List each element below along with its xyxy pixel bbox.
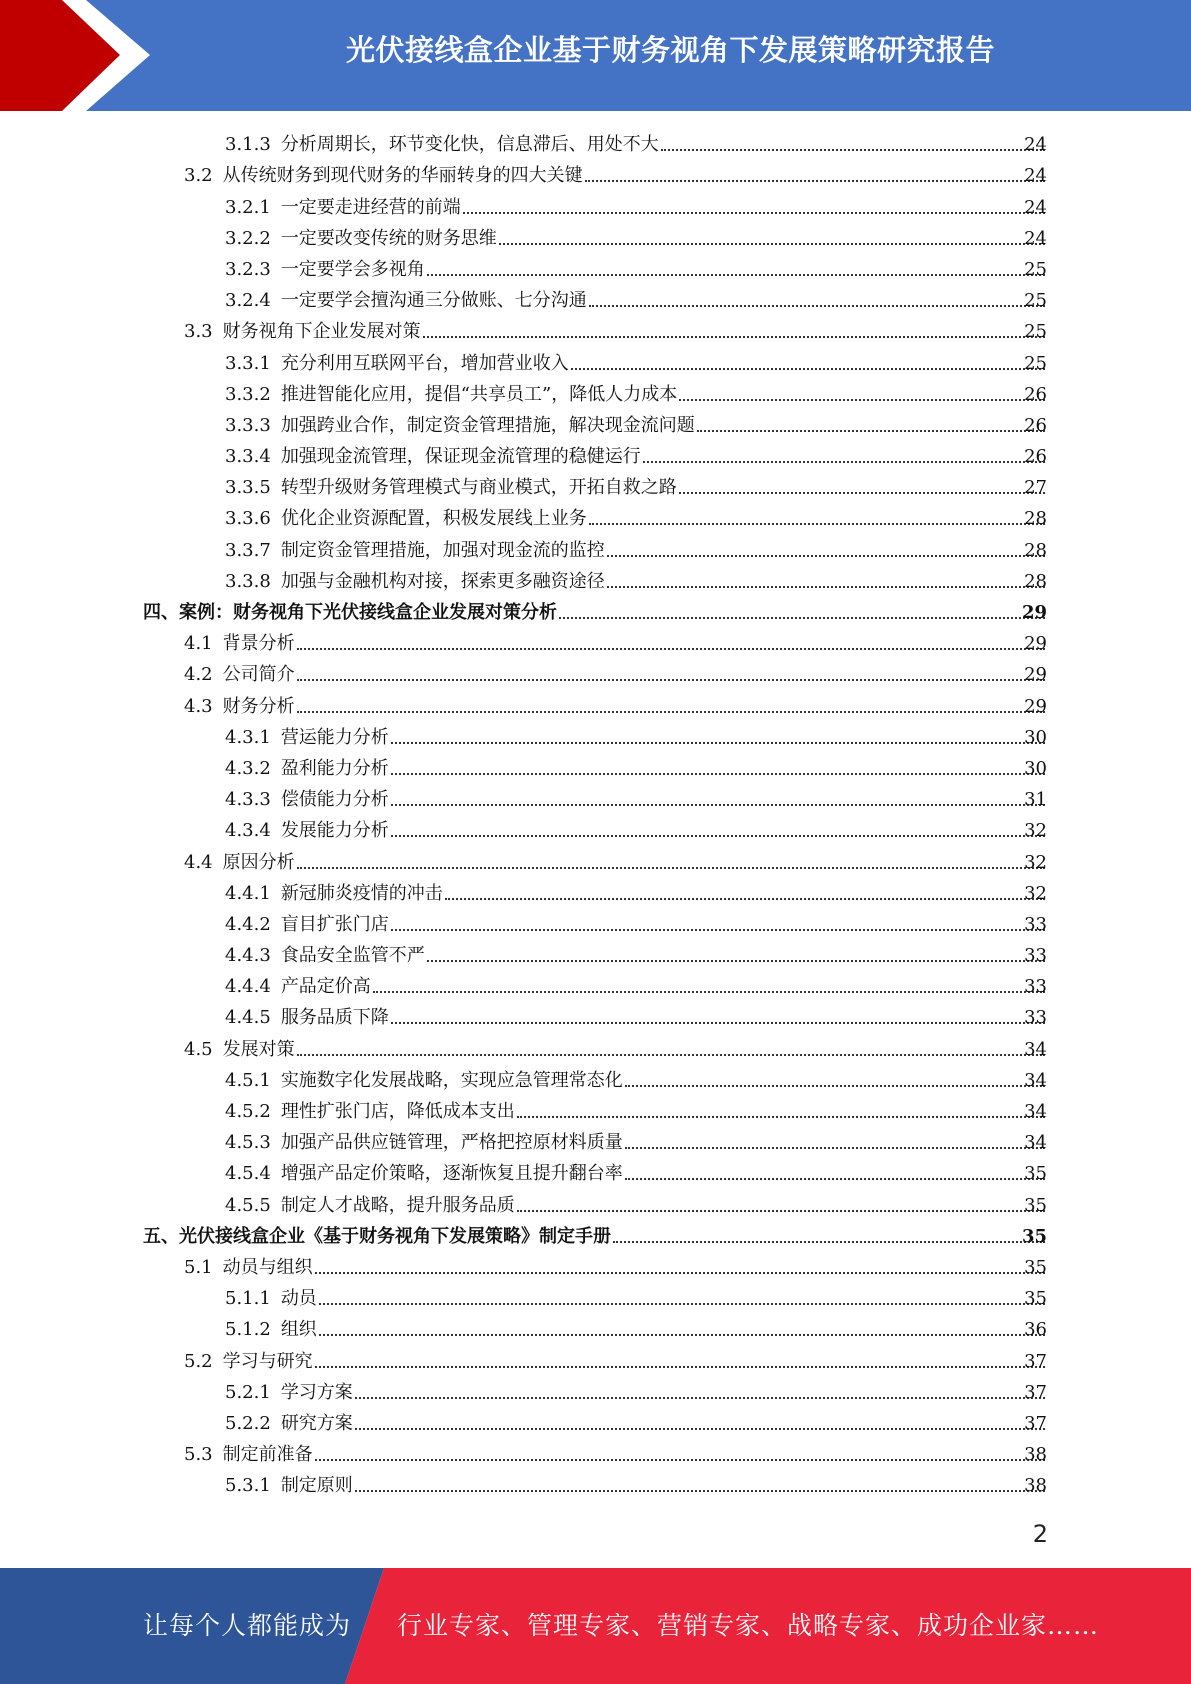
toc-entry-page: 33 <box>1024 913 1047 935</box>
toc-entry-number: 4.3.1 <box>225 726 271 748</box>
toc-entry-title <box>184 320 421 344</box>
toc-entry-page: 35 <box>1024 1163 1047 1185</box>
toc-entry-number: 5.3.1 <box>225 1475 271 1497</box>
toc-entry-page: 33 <box>1024 976 1047 998</box>
toc-entry-page: 37 <box>1024 1381 1047 1403</box>
toc-entry-text: 研究方案 <box>280 1412 353 1434</box>
toc-entry-title <box>225 414 695 438</box>
toc-entry-text: 转型升级财务管理模式与商业模式，开拓自救之路 <box>280 477 677 499</box>
toc-entry-page: 29 <box>1024 664 1047 686</box>
toc-dot-leader <box>625 1178 1045 1180</box>
toc-entry[interactable] <box>0 565 1191 596</box>
toc-entry[interactable] <box>0 877 1191 908</box>
toc-entry[interactable] <box>0 1188 1191 1219</box>
toc-entry-title <box>225 289 587 313</box>
toc-dot-leader <box>391 742 1045 744</box>
toc-entry-text: 盈利能力分析 <box>280 757 389 779</box>
toc-entry-text: 四、案例：财务视角下光伏接线盒企业发展对策分析 <box>143 602 557 623</box>
toc-entry-text: 充分利用互联网平台，增加营业收入 <box>280 352 569 374</box>
toc-entry-number: 5.1.1 <box>225 1288 271 1310</box>
toc-dot-leader <box>373 991 1045 993</box>
toc-entry[interactable] <box>0 1344 1191 1375</box>
toc-entry-number: 4.5.2 <box>225 1101 271 1122</box>
toc-entry-page: 25 <box>1024 321 1047 343</box>
toc-dot-leader <box>589 523 1045 525</box>
toc-entry-title <box>225 476 677 500</box>
toc-dot-leader <box>643 461 1045 463</box>
toc-entry[interactable] <box>0 253 1191 284</box>
toc-entry-text: 实施数字化发展战略，实现应急管理常态化 <box>280 1069 623 1091</box>
toc-dot-leader <box>391 1022 1045 1024</box>
toc-dot-leader <box>559 617 1045 619</box>
toc-entry-number: 3.2.4 <box>225 290 271 312</box>
toc-entry-page: 26 <box>1024 383 1047 405</box>
toc-entry-title <box>184 1256 313 1280</box>
toc-entry-text: 动员与组织 <box>222 1256 313 1278</box>
toc-entry-text: 加强产品供应链管理，严格把控原材料质量 <box>280 1132 623 1154</box>
toc-entry-text: 制定原则 <box>280 1475 353 1497</box>
toc-entry-number: 4.5.1 <box>225 1069 271 1091</box>
toc-entry-page: 35 <box>1021 1225 1047 1247</box>
toc-entry[interactable] <box>0 159 1191 190</box>
toc-entry-text: 一定要走进经营的前端 <box>280 196 461 218</box>
toc-entry[interactable] <box>0 783 1191 814</box>
toc-entry-text: 发展能力分析 <box>280 820 389 842</box>
toc-dot-leader <box>297 867 1045 869</box>
toc-entry-number: 4.4.3 <box>225 945 271 967</box>
toc-dot-leader <box>697 430 1045 432</box>
toc-entry-title <box>225 944 425 968</box>
toc-dot-leader <box>517 1210 1045 1212</box>
toc-entry-number: 3.3.7 <box>225 539 271 561</box>
toc-entry-page: 24 <box>1024 227 1047 249</box>
toc-entry-page: 29 <box>1024 695 1047 717</box>
toc-entry-text: 动员 <box>280 1288 317 1310</box>
toc-entry-page: 32 <box>1024 851 1047 873</box>
toc-entry-page: 35 <box>1024 1288 1047 1310</box>
toc-entry-number: 4.4.1 <box>225 882 271 904</box>
toc-entry-number: 4.3.4 <box>225 820 271 842</box>
toc-entry-text: 产品定价高 <box>280 976 371 998</box>
toc-entry-title <box>225 1381 353 1405</box>
toc-entry-text: 一定要学会擅沟通三分做账、七分沟通 <box>280 290 587 312</box>
toc-entry-text: 组织 <box>280 1319 317 1341</box>
toc-entry-page: 35 <box>1024 1194 1047 1216</box>
toc-entry[interactable] <box>0 627 1191 658</box>
table-of-contents <box>0 128 1191 1500</box>
toc-dot-leader <box>661 149 1045 151</box>
toc-entry-page: 35 <box>1024 1256 1047 1278</box>
toc-entry-number: 4.4.2 <box>225 913 271 935</box>
toc-entry-title <box>225 1287 317 1311</box>
toc-entry-page: 34 <box>1024 1101 1047 1122</box>
toc-entry-text: 财务分析 <box>222 695 295 717</box>
toc-dot-leader <box>427 960 1045 962</box>
toc-entry-title <box>225 1069 623 1093</box>
toc-entry-page: 27 <box>1024 477 1047 499</box>
toc-entry-text: 加强与金融机构对接，探索更多融资途径 <box>280 570 605 592</box>
toc-entry-text: 优化企业资源配置，积极发展线上业务 <box>280 508 587 530</box>
toc-entry-number: 3.3.3 <box>225 414 271 436</box>
toc-entry-title <box>225 1162 623 1186</box>
toc-dot-leader <box>319 1334 1045 1336</box>
toc-entry-page: 31 <box>1024 789 1047 811</box>
toc-dot-leader <box>297 679 1045 681</box>
toc-entry-page: 28 <box>1024 539 1047 561</box>
toc-entry-number: 5.2.2 <box>225 1412 271 1434</box>
toc-entry-text: 盲目扩张门店 <box>280 913 389 935</box>
toc-entry[interactable] <box>0 471 1191 502</box>
toc-entry-title <box>225 507 587 531</box>
toc-entry-text: 制定前准备 <box>222 1444 313 1466</box>
toc-dot-leader <box>517 1116 1045 1118</box>
toc-entry-page: 38 <box>1024 1444 1047 1466</box>
toc-dot-leader <box>625 1147 1045 1149</box>
toc-dot-leader <box>355 1397 1045 1399</box>
toc-entry-title <box>225 196 461 220</box>
toc-entry-title <box>225 757 389 781</box>
toc-entry[interactable] <box>0 1407 1191 1438</box>
toc-entry-title <box>225 1006 389 1030</box>
toc-entry-title <box>225 258 425 282</box>
toc-entry-title <box>225 726 389 750</box>
toc-dot-leader <box>315 1272 1045 1274</box>
toc-entry-title <box>143 601 557 625</box>
toc-entry-title <box>225 788 389 812</box>
toc-dot-leader <box>463 212 1045 214</box>
toc-entry-page: 24 <box>1024 196 1047 218</box>
toc-entry-title <box>225 1194 515 1218</box>
toc-entry-text: 学习与研究 <box>222 1350 313 1372</box>
toc-entry[interactable] <box>0 1220 1191 1251</box>
toc-entry-number: 5.2 <box>184 1350 213 1372</box>
toc-entry[interactable] <box>0 1126 1191 1157</box>
toc-entry-page: 24 <box>1024 165 1047 187</box>
toc-entry[interactable] <box>0 939 1191 970</box>
toc-entry-title <box>184 851 295 875</box>
toc-entry-number: 3.3.5 <box>225 477 271 499</box>
toc-entry-number: 3.1.3 <box>225 134 271 156</box>
toc-dot-leader <box>315 1459 1045 1461</box>
toc-entry-number: 4.3.3 <box>225 789 271 811</box>
header-banner <box>0 0 1191 111</box>
toc-entry-title <box>225 1318 317 1342</box>
toc-entry-text: 五、光伏接线盒企业《基于财务视角下发展策略》制定手册 <box>143 1225 611 1247</box>
toc-entry-number: 4.5.4 <box>225 1163 271 1185</box>
toc-entry-number: 3.2.1 <box>225 196 271 218</box>
toc-entry[interactable] <box>0 533 1191 564</box>
toc-entry[interactable] <box>0 1376 1191 1407</box>
toc-entry-number: 5.3 <box>184 1444 213 1466</box>
toc-entry[interactable] <box>0 814 1191 845</box>
toc-dot-leader <box>625 1085 1045 1087</box>
toc-entry-title <box>225 383 677 407</box>
toc-entry-text: 财务视角下企业发展对策 <box>222 321 421 343</box>
toc-entry-title <box>184 1350 313 1374</box>
toc-entry[interactable] <box>0 908 1191 939</box>
toc-entry-number: 5.1 <box>184 1256 213 1278</box>
toc-entry[interactable] <box>0 1251 1191 1282</box>
toc-entry-number: 4.3.2 <box>225 757 271 779</box>
toc-entry[interactable] <box>0 315 1191 346</box>
toc-entry[interactable] <box>0 1032 1191 1063</box>
toc-entry-number: 4.5.3 <box>225 1132 271 1154</box>
toc-entry[interactable] <box>0 1157 1191 1188</box>
toc-entry-text: 偿债能力分析 <box>280 789 389 811</box>
toc-entry-text: 加强跨业合作，制定资金管理措施，解决现金流问题 <box>280 414 695 436</box>
toc-entry-page: 34 <box>1024 1132 1047 1154</box>
toc-dot-leader <box>585 180 1045 182</box>
toc-entry-text: 发展对策 <box>222 1038 295 1060</box>
toc-entry-number: 4.5.5 <box>225 1194 271 1216</box>
toc-entry[interactable] <box>0 284 1191 315</box>
toc-entry[interactable] <box>0 128 1191 159</box>
toc-entry-title <box>184 632 295 656</box>
document-title: 光伏接线盒企业基于财务视角下发展策略研究报告 <box>345 33 995 67</box>
toc-entry[interactable] <box>0 658 1191 689</box>
toc-entry-number: 4.1 <box>184 633 213 655</box>
toc-entry-text: 食品安全监管不严 <box>280 945 425 967</box>
toc-entry[interactable] <box>0 1001 1191 1032</box>
toc-dot-leader <box>391 929 1045 931</box>
toc-entry-title <box>225 1474 353 1498</box>
toc-dot-leader <box>355 1428 1045 1430</box>
toc-entry-title <box>225 819 389 843</box>
toc-entry-text: 新冠肺炎疫情的冲击 <box>280 882 443 904</box>
toc-entry-text: 背景分析 <box>222 633 295 655</box>
page-number: 2 <box>1032 1520 1048 1548</box>
toc-entry-page: 32 <box>1024 820 1047 842</box>
toc-entry-page: 34 <box>1024 1069 1047 1091</box>
toc-entry-text: 制定资金管理措施，加强对现金流的监控 <box>280 539 605 561</box>
toc-dot-leader <box>319 1303 1045 1305</box>
toc-entry[interactable] <box>0 1095 1191 1126</box>
toc-entry-text: 原因分析 <box>222 851 295 873</box>
toc-entry[interactable] <box>0 970 1191 1001</box>
toc-dot-leader <box>355 1490 1045 1492</box>
toc-entry[interactable] <box>0 752 1191 783</box>
toc-entry-title <box>143 1225 611 1249</box>
toc-entry-number: 4.4.4 <box>225 976 271 998</box>
toc-entry[interactable] <box>0 222 1191 253</box>
toc-entry-title <box>225 352 569 376</box>
toc-entry-text: 营运能力分析 <box>280 726 389 748</box>
toc-entry-text: 增强产品定价策略，逐渐恢复且提升翻台率 <box>280 1163 623 1185</box>
toc-entry-text: 服务品质下降 <box>280 1007 389 1029</box>
toc-entry-page: 33 <box>1024 1007 1047 1029</box>
toc-entry[interactable] <box>0 502 1191 533</box>
toc-entry-title <box>225 445 641 469</box>
toc-entry-number: 3.3.6 <box>225 508 271 530</box>
toc-dot-leader <box>607 586 1045 588</box>
toc-entry[interactable] <box>0 378 1191 409</box>
toc-dot-leader <box>297 1054 1045 1056</box>
toc-dot-leader <box>445 898 1045 900</box>
toc-entry[interactable] <box>0 1282 1191 1313</box>
toc-entry-text: 分析周期长，环节变化快，信息滞后、用处不大 <box>280 134 659 156</box>
toc-entry-title <box>184 663 295 687</box>
toc-entry-number: 3.3.4 <box>225 446 271 468</box>
toc-entry-title <box>225 1100 515 1124</box>
toc-entry-title <box>225 1412 353 1436</box>
toc-entry-page: 26 <box>1024 414 1047 436</box>
toc-entry-title <box>225 1131 623 1155</box>
toc-dot-leader <box>391 835 1045 837</box>
toc-entry-page: 36 <box>1024 1319 1047 1341</box>
toc-entry-title <box>225 882 443 906</box>
toc-entry[interactable] <box>0 1064 1191 1095</box>
toc-entry-text: 从传统财务到现代财务的华丽转身的四大关键 <box>222 165 583 187</box>
toc-entry-title <box>184 1038 295 1062</box>
toc-entry-page: 33 <box>1024 945 1047 967</box>
footer-slogan-left: 让每个人都能成为 <box>143 1611 352 1640</box>
toc-entry-number: 3.2 <box>184 165 213 187</box>
toc-entry-title <box>225 975 371 999</box>
toc-entry-title <box>225 227 497 251</box>
toc-entry-title <box>184 1443 313 1467</box>
toc-dot-leader <box>297 648 1045 650</box>
toc-entry-page: 28 <box>1024 570 1047 592</box>
toc-entry-text: 一定要学会多视角 <box>280 258 425 280</box>
toc-entry-text: 推进智能化应用，提倡“共享员工”，降低人力成本 <box>280 383 678 405</box>
toc-entry-number: 4.3 <box>184 695 213 717</box>
toc-entry-title <box>225 913 389 937</box>
toc-entry-page: 29 <box>1024 633 1047 655</box>
toc-entry-page: 28 <box>1024 508 1047 530</box>
toc-dot-leader <box>607 555 1045 557</box>
toc-entry-number: 3.2.3 <box>225 258 271 280</box>
toc-entry-number: 3.3.8 <box>225 570 271 592</box>
toc-entry[interactable] <box>0 721 1191 752</box>
toc-entry-number: 3.3.2 <box>225 383 271 405</box>
toc-entry-number: 3.3.1 <box>225 352 271 374</box>
footer-banner <box>0 1568 1191 1684</box>
toc-entry[interactable] <box>0 440 1191 471</box>
toc-entry-number: 4.4 <box>184 851 213 873</box>
toc-entry-page: 37 <box>1024 1412 1047 1434</box>
toc-entry-text: 公司简介 <box>222 664 295 686</box>
toc-entry[interactable] <box>0 596 1191 627</box>
toc-dot-leader <box>571 368 1045 370</box>
footer-slogan-right: 行业专家、管理专家、营销专家、战略专家、成功企业家…… <box>397 1611 1100 1640</box>
toc-entry-title <box>225 539 605 563</box>
toc-dot-leader <box>589 305 1045 307</box>
toc-entry-page: 38 <box>1024 1475 1047 1497</box>
toc-entry-page: 34 <box>1024 1038 1047 1060</box>
toc-entry-number: 5.2.1 <box>225 1381 271 1403</box>
toc-entry-title <box>184 695 295 719</box>
toc-entry-text: 学习方案 <box>280 1381 353 1403</box>
toc-entry[interactable] <box>0 689 1191 720</box>
toc-entry-title <box>225 570 605 594</box>
toc-entry-text: 一定要改变传统的财务思维 <box>280 227 497 249</box>
toc-entry-page: 25 <box>1024 258 1047 280</box>
toc-entry-text: 加强现金流管理，保证现金流管理的稳健运行 <box>280 446 641 468</box>
toc-entry-number: 3.2.2 <box>225 227 271 249</box>
toc-entry[interactable] <box>0 190 1191 221</box>
toc-entry-number: 5.1.2 <box>225 1319 271 1341</box>
toc-entry[interactable] <box>0 1438 1191 1469</box>
toc-dot-leader <box>391 773 1045 775</box>
toc-entry[interactable] <box>0 409 1191 440</box>
toc-dot-leader <box>423 336 1045 338</box>
toc-entry-page: 37 <box>1024 1350 1047 1372</box>
toc-entry-page: 24 <box>1024 134 1047 156</box>
toc-dot-leader <box>679 492 1045 494</box>
toc-entry-text: 理性扩张门店，降低成本支出 <box>280 1101 515 1122</box>
toc-entry-page: 25 <box>1024 352 1047 374</box>
toc-dot-leader <box>297 711 1045 713</box>
toc-entry-number: 4.4.5 <box>225 1007 271 1029</box>
toc-dot-leader <box>315 1366 1045 1368</box>
toc-dot-leader <box>499 243 1045 245</box>
toc-entry-page: 25 <box>1024 290 1047 312</box>
toc-entry-number: 4.2 <box>184 664 213 686</box>
toc-entry[interactable] <box>0 1469 1191 1500</box>
toc-entry-title <box>184 164 583 188</box>
toc-entry-page: 26 <box>1024 446 1047 468</box>
toc-dot-leader <box>391 804 1045 806</box>
toc-entry-page: 30 <box>1024 726 1047 748</box>
toc-entry[interactable] <box>0 845 1191 876</box>
toc-entry[interactable] <box>0 346 1191 377</box>
toc-dot-leader <box>613 1241 1045 1243</box>
toc-entry-text: 制定人才战略，提升服务品质 <box>280 1194 515 1216</box>
toc-entry-page: 29 <box>1021 602 1047 623</box>
toc-dot-leader <box>427 274 1045 276</box>
toc-entry-number: 4.5 <box>184 1038 213 1060</box>
toc-entry[interactable] <box>0 1313 1191 1344</box>
toc-entry-title <box>225 133 659 157</box>
toc-entry-page: 30 <box>1024 757 1047 779</box>
toc-dot-leader <box>679 399 1045 401</box>
toc-entry-number: 3.3 <box>184 321 213 343</box>
toc-entry-page: 32 <box>1024 882 1047 904</box>
